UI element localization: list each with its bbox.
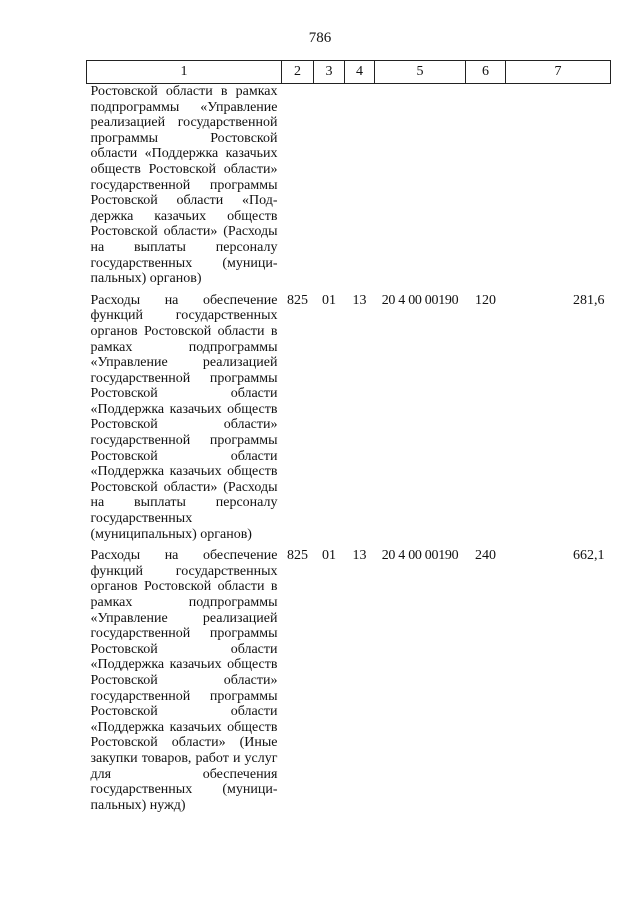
- row-description: Расходы на обеспечение функций государственных органов Ростовской области в рамках подпрограммы «Управление реализацией государственной программы Ростовской области «Поддержка казачьих обществ Ростовской области» государственной программы Ростовской области «Поддержка казачьих обществ Ростовской области» (Расходы на выплаты персоналу государственных (муниципальных) органов): [90, 292, 278, 542]
- row-rz: [314, 84, 345, 293]
- row-description: Расходы на обеспечение функций государственных органов Ростовской области в рамках подпрограммы «Управление реализацией государственной программы Ростовской области «Поддержка казачьих обществ Ростовской области» государственной программы Ростовской области «Поддержка казачьих обществ Ростовской области» (Иные закупки товаров, работ и услуг для обеспечения государственных (муниципальных) нужд): [90, 548, 278, 813]
- column-header-6: 6: [466, 61, 506, 84]
- column-header-1: 1: [87, 61, 282, 84]
- row-csr: 20 4 00 00190: [381, 548, 459, 564]
- row-vr: 120: [475, 292, 496, 308]
- row-ved: 825: [287, 292, 308, 308]
- column-header-5: 5: [375, 61, 466, 84]
- column-header-3: 3: [314, 61, 345, 84]
- row-vr: 240: [475, 548, 496, 564]
- table-header-row: [87, 61, 611, 84]
- row-rz: 01: [322, 292, 336, 308]
- page-number: 786: [308, 30, 332, 46]
- row-vr: [466, 84, 506, 293]
- row-pr: 13: [352, 292, 367, 308]
- budget-table: [86, 60, 611, 819]
- row-pr: [345, 84, 375, 293]
- column-header-2: 2: [282, 61, 314, 84]
- row-ved: 825: [287, 548, 308, 564]
- table-row: [87, 548, 611, 819]
- row-sum: 281,6: [573, 292, 605, 308]
- column-header-7: 7: [506, 61, 611, 84]
- row-csr: 20 4 00 00190: [381, 292, 459, 308]
- row-rz: 01: [322, 548, 336, 564]
- column-header-4: 4: [345, 61, 375, 84]
- row-pr: 13: [352, 548, 367, 564]
- row-csr: [375, 84, 466, 293]
- row-sum: [506, 84, 611, 293]
- table-row: [87, 84, 611, 293]
- table-row: [87, 293, 611, 549]
- row-description: Ростовской области в рамках подпрограммы «Управление реализацией государственной программы Ростовской области «Поддержка казачьих обществ Ростовской области» государственной программы Ростовской области «Поддержка казачьих обществ Ростовской области» (Расходы на выплаты персоналу государственных (муниципальных) органов): [90, 84, 278, 287]
- row-ved: [282, 84, 314, 293]
- row-sum: 662,1: [573, 548, 605, 564]
